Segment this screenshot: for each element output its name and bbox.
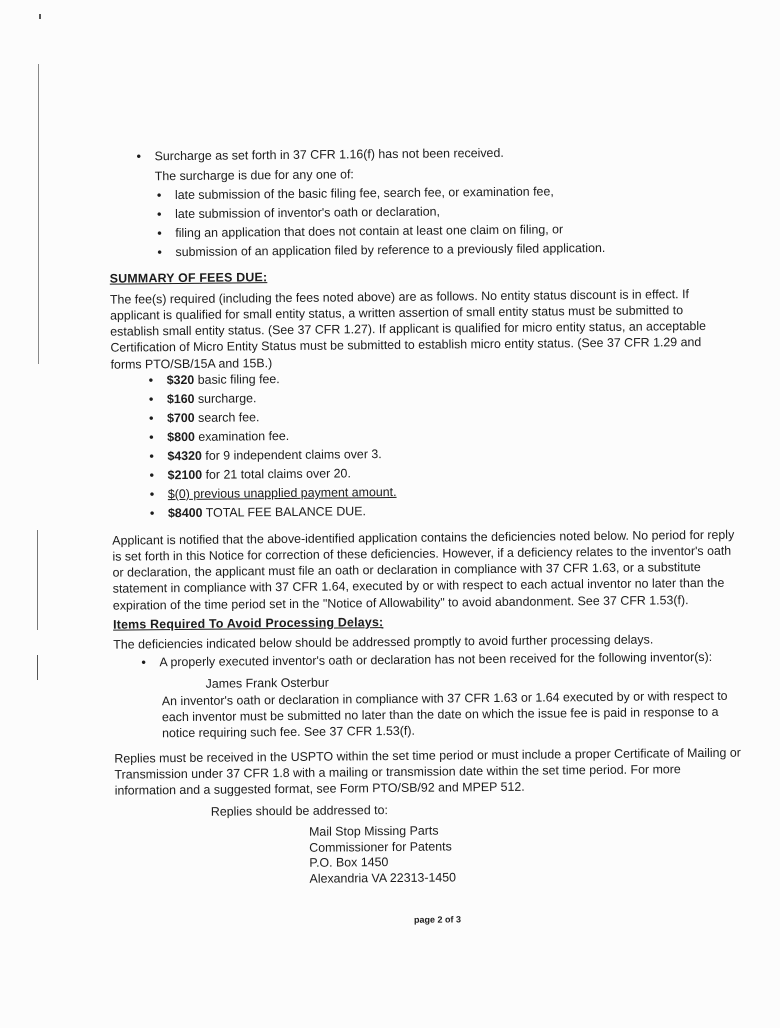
address-line: P.O. Box 1450 bbox=[309, 855, 389, 870]
surcharge-reason: • late submission of the basic filing fee, search fee, or examination fee, bbox=[157, 181, 677, 205]
surcharge-reasons-list bbox=[157, 181, 678, 262]
fee-description: previous unapplied payment amount. bbox=[189, 484, 397, 501]
replies-paragraph: Replies must be received in the USPTO within the set time period or must include a proper Certificate of Mailing or Transmission under 37 CFR 1.8 with a mailing or transmission date within the set time period. For more information and a suggested format, see Form PTO/SB/92 and MPEP 512. bbox=[114, 745, 741, 798]
items-detail: An inventor's oath or declaration in compliance with 37 CFR 1.63 or 1.64 executed by or with respect to each inventor must be submitted no later than the date on which the issue fee is paid in response to a notice requiring such fee. See 37 CFR 1.53(f). bbox=[161, 688, 728, 741]
fee-description: for 21 total claims over 20. bbox=[202, 466, 351, 482]
surcharge-intro: The surcharge is due for any one of: bbox=[154, 167, 354, 184]
fee-item-total bbox=[150, 500, 570, 523]
surcharge-reason: • late submission of inventor's oath or declaration, bbox=[157, 200, 677, 224]
items-bullet: • A properly executed inventor's oath or declaration has not been received for the following inventor(s): bbox=[141, 649, 741, 671]
fee-description: search fee. bbox=[194, 410, 260, 425]
surcharge-reason: • submission of an application filed by reference to a previously filed application. bbox=[157, 238, 677, 262]
surcharge-bullet: • Surcharge as set forth in 37 CFR 1.16(f) has not been received. bbox=[136, 143, 676, 164]
fee-list bbox=[149, 367, 570, 523]
notice-paragraph: Applicant is notified that the above-identified application contains the deficiencies noted below. No period for reply is set forth in this Notice for correction of these deficiencies. However, if a deficiency relates to the inventor's oath or declaration, the applicant must file an oath or declaration in compliance with 37 CFR 1.63, or a substitute statement in compliance with 37 CFR 1.64, executed by or with respect to each actual inventor no later than the expiration of the time period set in the "Notice of Allowability" to avoid abandonment. See 37 CFR 1.53(f). bbox=[112, 527, 735, 613]
fee-amount: $2100 bbox=[167, 467, 203, 483]
scan-edge-line bbox=[37, 655, 38, 680]
inventor-name: James Frank Osterbur bbox=[205, 675, 329, 691]
items-intro: The deficiencies indicated below should be addressed promptly to avoid further processing delays. bbox=[113, 632, 654, 652]
fee-description: surcharge. bbox=[194, 391, 257, 406]
page-number: page 2 of 3 bbox=[413, 914, 461, 925]
address-line: Alexandria VA 22313-1450 bbox=[309, 869, 457, 886]
fee-amount: $800 bbox=[167, 429, 195, 445]
fee-amount: $8400 bbox=[167, 505, 203, 521]
items-list bbox=[141, 649, 741, 671]
fee-amount: $700 bbox=[167, 410, 195, 426]
fee-description: examination fee. bbox=[194, 428, 290, 444]
fee-amount: $4320 bbox=[167, 448, 202, 464]
scan-edge-line bbox=[37, 530, 38, 630]
mailing-address bbox=[309, 823, 456, 886]
scan-edge-line bbox=[38, 64, 39, 364]
fee-amount: $160 bbox=[166, 391, 195, 407]
fee-description: TOTAL FEE BALANCE DUE. bbox=[202, 504, 366, 520]
summary-heading: SUMMARY OF FEES DUE: bbox=[109, 270, 268, 286]
fee-amount: $320 bbox=[166, 372, 195, 388]
fee-description: basic filing fee. bbox=[194, 372, 280, 387]
fee-amount: $(0) bbox=[167, 486, 190, 502]
address-line: Mail Stop Missing Parts bbox=[308, 823, 439, 839]
address-line: Commissioner for Patents bbox=[309, 838, 452, 855]
surcharge-list bbox=[136, 143, 676, 164]
surcharge-reason: • filing an application that does not contain at least one claim on filing, or bbox=[157, 219, 677, 243]
address-intro: Replies should be addressed to: bbox=[210, 803, 388, 819]
items-heading: Items Required To Avoid Processing Delays: bbox=[113, 615, 384, 632]
fee-description: for 9 independent claims over 3. bbox=[201, 447, 382, 463]
scan-mark bbox=[39, 14, 41, 19]
summary-paragraph: The fee(s) required (including the fees noted above) are as follows. No entity status discount is in effect. If applicant is qualified for small entity status, a written assertion of small entity status must be submitted to establish small entity status. (See 37 CFR 1.27). If applicant is qualified for micro entity status, an acceptable Certification of Micro Entity Status must be submitted to establish micro entity status. (See 37 CFR 1.29 and forms PTO/SB/15A and 15B.) bbox=[109, 287, 707, 372]
